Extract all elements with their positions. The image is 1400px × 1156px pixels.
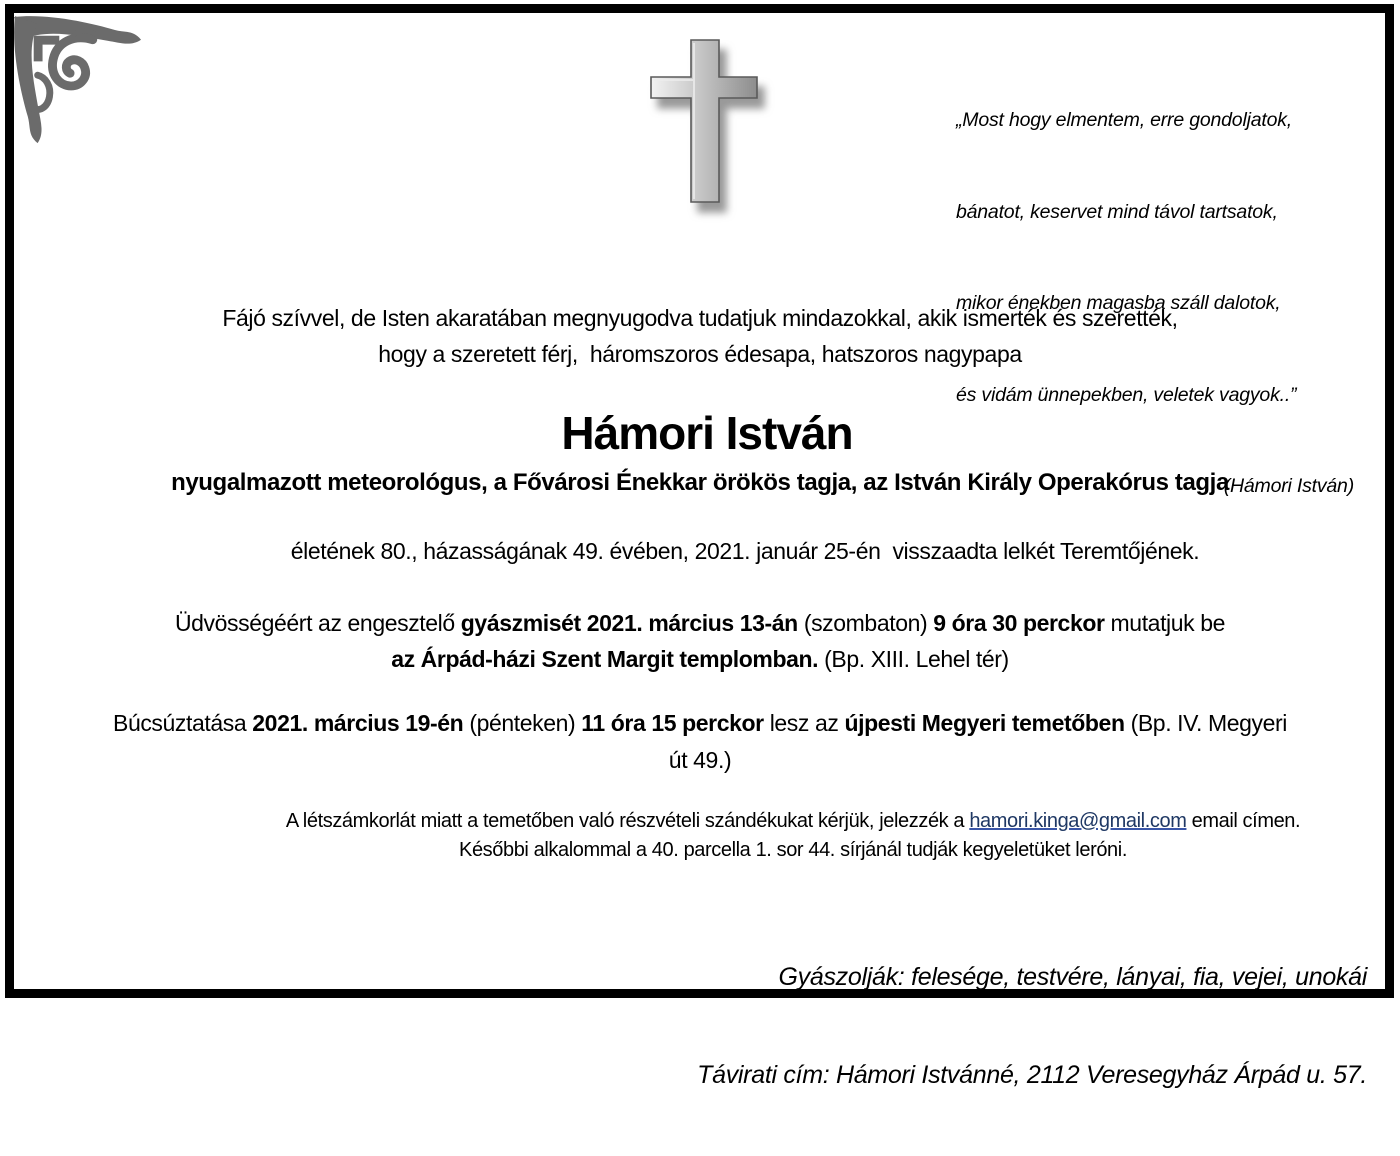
attendance-note-paragraph [186, 807, 1400, 865]
farewell-line [0, 705, 1400, 742]
intro-line: Fájó szívvel, de Isten akaratában megnyugodva tudatjuk mindazokkal, akik ismerték és szerették, [222, 305, 1178, 331]
quote-line: „Most hogy elmentem, erre gondoljatok, [956, 109, 1292, 131]
text-segment: lesz az [763, 710, 845, 736]
mourners-line: Gyászolják: felesége, testvére, lányai, fia, vejei, unokái [778, 963, 1367, 991]
grave-location-line: Későbbi alkalommal a 40. parcella 1. sor 44. sírjánál tudják kegyeletüket leróni. [459, 839, 1127, 861]
mourners-block [0, 896, 1367, 1156]
deceased-name: Hámori István [561, 407, 853, 459]
quote-line: és vidám ünnepekben, veletek vagyok..” [956, 383, 1297, 406]
intro-line: hogy a szeretett férj, háromszoros édesapa, hatszoros nagypapa [378, 341, 1022, 367]
funeral-mass-paragraph [0, 605, 1400, 677]
quote-attribution: (Hámori István) [1223, 475, 1354, 497]
text-segment: (Bp. XIII. Lehel tér) [818, 646, 1009, 672]
text-segment: A létszámkorlát miatt a temetőben való részvételi szándékukat kérjük, jelezzék a [285, 810, 970, 832]
announcement-intro [0, 300, 1400, 372]
bold-text-segment: újpesti Megyeri temetőben [844, 710, 1125, 736]
bold-text-segment: gyászmisét 2021. március 13-án [460, 610, 798, 636]
death-details-line: életének 80., házasságának 49. évében, 2021. január 25-én visszaadta lelkét Teremtőjének. [290, 538, 1200, 564]
cross-icon [645, 39, 765, 209]
attendance-note-line [186, 807, 1400, 836]
text-segment: mutatjuk be [1104, 610, 1226, 636]
corner-flourish-ornament [14, 15, 142, 157]
bold-text-segment: 9 óra 30 perckor [933, 610, 1105, 636]
text-segment: (Bp. IV. Megyeri [1124, 710, 1287, 736]
email-link[interactable]: hamori.kinga@gmail.com [969, 810, 1187, 832]
bold-text-segment: az Árpád-házi Szent Margit templomban. [391, 646, 819, 672]
quote-line: bánatot, keservet mind távol tartsatok, [956, 200, 1278, 223]
funeral-mass-line [0, 641, 1400, 677]
telegraph-address-line: Távirati cím: Hámori Istvánné, 2112 Veresegyház Árpád u. 57. [697, 1060, 1367, 1089]
text-segment: Üdvösségéért az engesztelő [174, 610, 461, 636]
quote-line: mikor énekben magasba száll dalotok, [956, 292, 1281, 314]
bold-text-segment: 2021. március 19-én [252, 710, 464, 736]
text-segment: (pénteken) [463, 710, 582, 736]
funeral-mass-line [0, 605, 1400, 641]
text-segment: email címen. [1186, 810, 1301, 832]
bold-text-segment: 11 óra 15 perckor [581, 710, 764, 736]
farewell-line [0, 742, 1400, 779]
text-segment: (szombaton) [797, 610, 934, 636]
deceased-titles: nyugalmazott meteorológus, a Fővárosi Énekkar örökös tagja, az István Király Operakórus tagja [171, 469, 1229, 496]
farewell-ceremony-paragraph [0, 705, 1400, 779]
text-segment: Búcsúztatása [113, 710, 253, 736]
text-segment: út 49.) [668, 747, 732, 773]
